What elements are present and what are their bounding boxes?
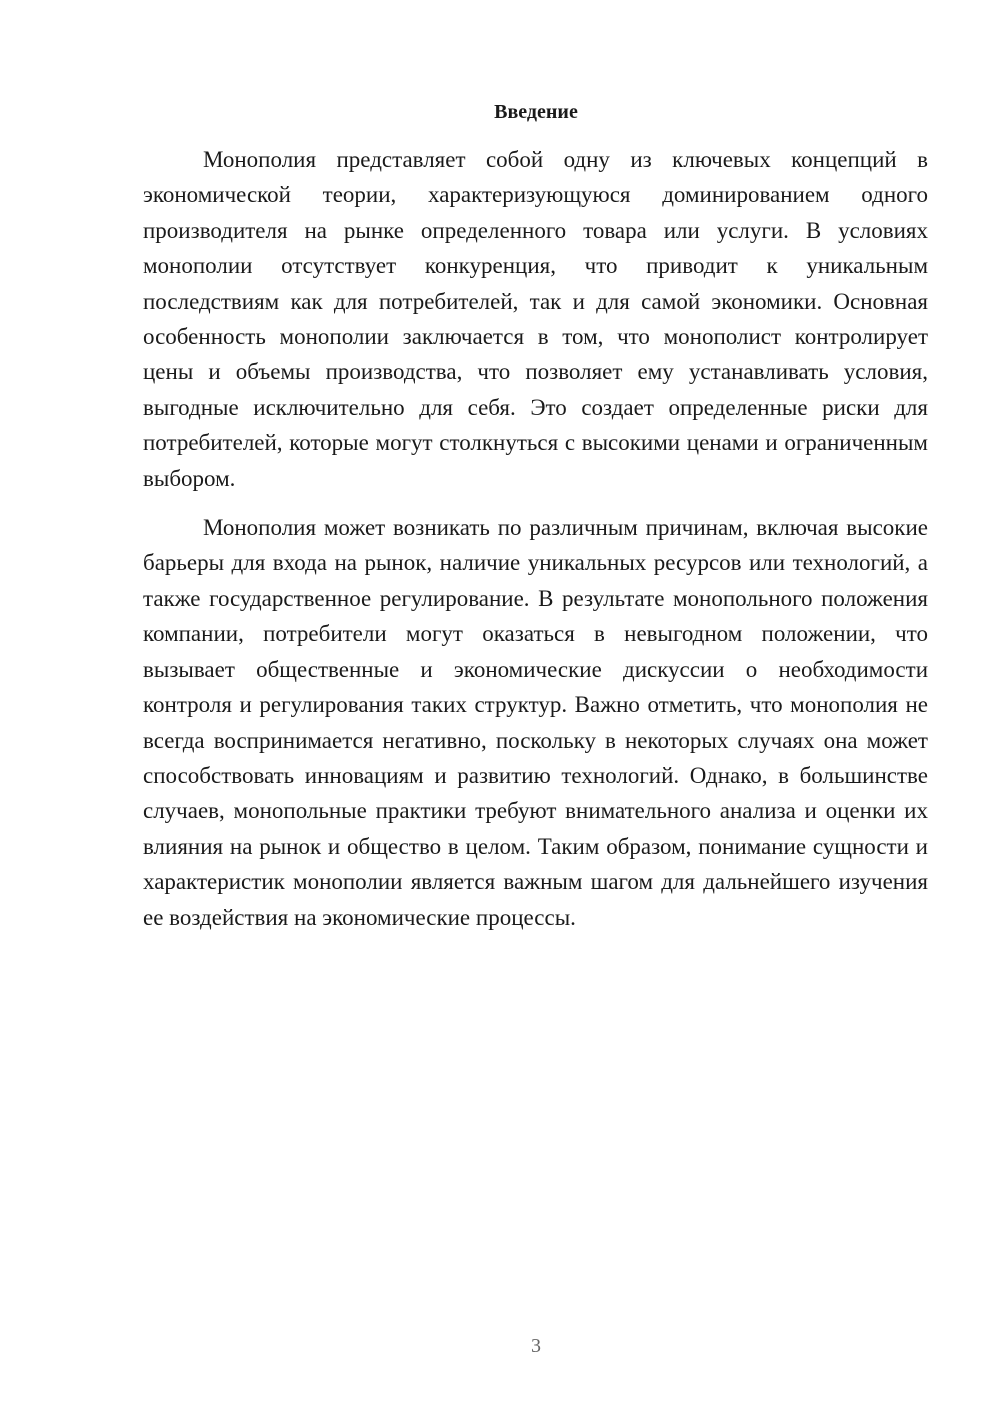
- paragraph-2: Монополия может возникать по различным причинам, включая высокие барьеры для входа на рынок, наличие уникальных ресурсов или технологий, а также государственное регулирование. В результате монопольного положения компании, потребители могут оказаться в невыгодном положении, что вызывает общественные и экономические дискуссии о необходимости контроля и регулирования таких структур. Важно отметить, что монополия не всегда воспринимается негативно, поскольку в некоторых случаях она может способствовать инновациям и развитию технологий. Однако, в большинстве случаев, монопольные практики требуют внимательного анализа и оценки их влияния на рынок и общество в целом. Таким образом, понимание сущности и характеристик монополии является важным шагом для дальнейшего изучения ее воздействия на экономические процессы.: [143, 515, 928, 930]
- paragraph-1: Монополия представляет собой одну из ключевых концепций в экономической теории, характеризующуюся доминированием одного производителя на рынке определенного товара или услуги. В условиях монополии отсутствует конкуренция, что приводит к уникальным последствиям как для потребителей, так и для самой экономики. Основная особенность монополии заключается в том, что монополист контролирует цены и объемы производства, что позволяет ему устанавливать условия, выгодные исключительно для себя. Это создает определенные риски для потребителей, которые могут столкнуться с высокими ценами и ограниченным выбором.: [143, 147, 928, 491]
- page-title: Введение: [494, 101, 578, 123]
- body-text: [143, 142, 928, 935]
- page-number: 3: [531, 1335, 541, 1357]
